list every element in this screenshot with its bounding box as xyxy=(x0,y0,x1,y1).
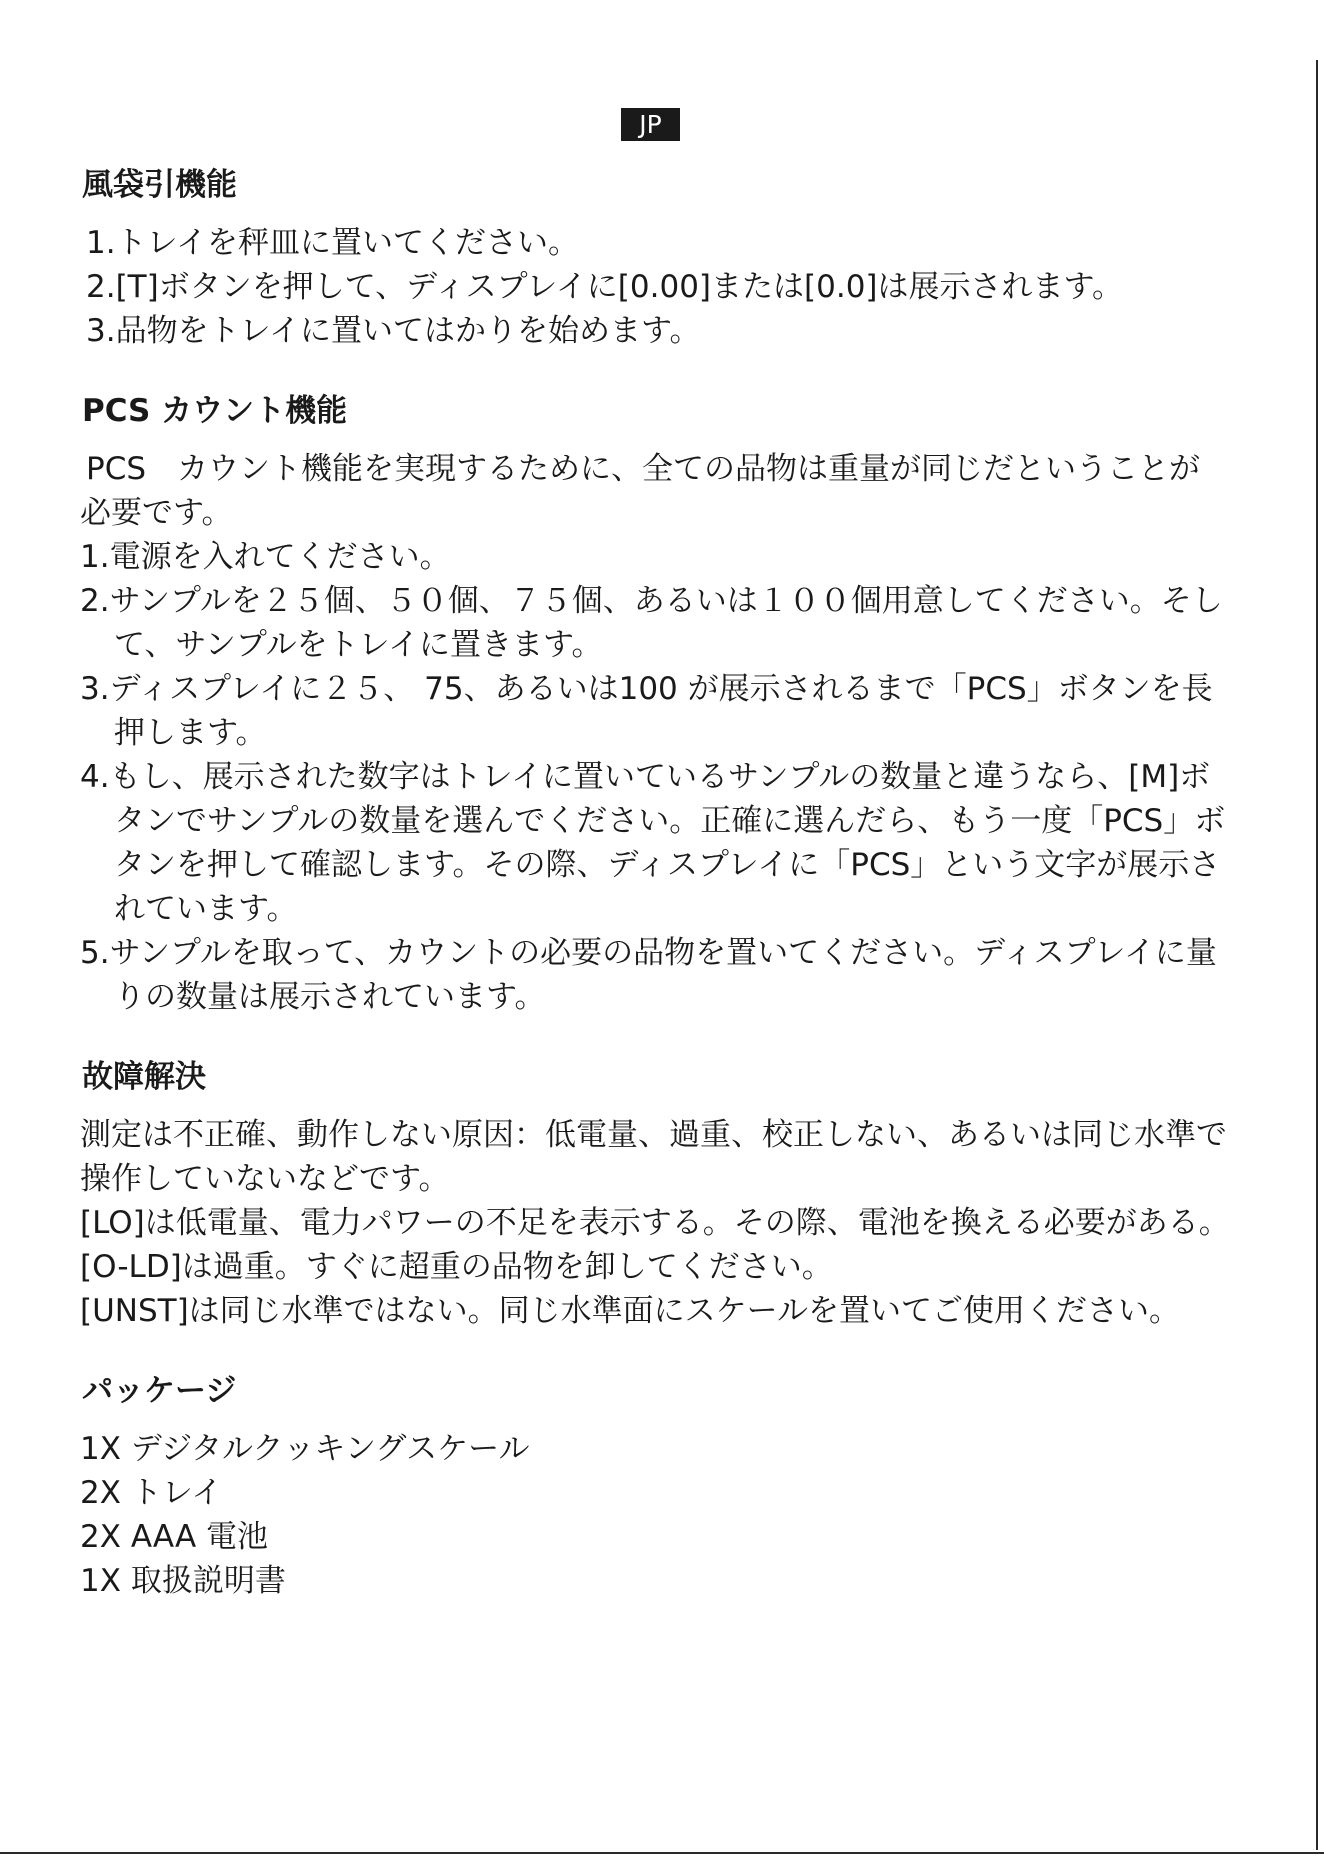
page-bottom-rule xyxy=(0,1852,1324,1874)
pcs-step: 2.サンプルを２５個、５０個、７５個、あるいは１００個用意してください。そして、サンプルをトレイに置きます。 xyxy=(80,583,1223,663)
page-edge-rule xyxy=(1316,60,1318,1850)
package-item: 2X AAA 電池 xyxy=(80,1519,269,1555)
tare-steps xyxy=(80,221,1230,353)
language-badge: JP xyxy=(621,108,680,141)
package-heading: パッケージ xyxy=(82,1373,237,1409)
pcs-intro: PCS カウント機能を実現するために、全ての品物は重量が同じだということが必要です。 xyxy=(80,451,1201,531)
tare-step: 2.[T]ボタンを押して、ディスプレイに[0.00]または[0.0]は展示されます。 xyxy=(86,269,1124,305)
troubleshooting-paragraph: [LO]は低電量、電力パワーの不足を表示する。その際、電池を換える必要がある。 xyxy=(80,1205,1230,1241)
troubleshooting-paragraph: [UNST]は同じ水準ではない。同じ水準面にスケールを置いてご使用ください。 xyxy=(80,1293,1181,1329)
pcs-step: 5.サンプルを取って、カウントの必要の品物を置いてください。ディスプレイに量りの数量は展示されています。 xyxy=(80,935,1217,1015)
tare-section xyxy=(80,163,1230,353)
tare-heading: 風袋引機能 xyxy=(82,167,237,203)
pcs-step: 1.電源を入れてください。 xyxy=(80,539,451,575)
troubleshooting-paragraph: 測定は不正確、動作しない原因：低電量、過重、校正しない、あるいは同じ水準で操作していないなどです。 xyxy=(80,1117,1227,1197)
pcs-section xyxy=(80,389,1230,1019)
pcs-step: 4.もし、展示された数字はトレイに置いているサンプルの数量と違うなら、[M]ボタンでサンプルの数量を選んでください。正確に選んだら、もう一度「PCS」ボタンを押して確認します。その際、ディスプレイに「PCS」という文字が展示されています。 xyxy=(80,759,1226,927)
pcs-steps xyxy=(80,535,1230,1019)
tare-step: 1.トレイを秤皿に置いてください。 xyxy=(86,225,580,261)
pcs-step: 3.ディスプレイに２５、 75、あるいは100 が展示されるまで「PCS」ボタンを長押します。 xyxy=(80,671,1213,751)
troubleshooting-section xyxy=(80,1055,1230,1333)
package-item: 1X 取扱説明書 xyxy=(80,1563,286,1599)
troubleshooting-paragraph: [O-LD]は過重。すぐに超重の品物を卸してください。 xyxy=(80,1249,833,1285)
manual-content xyxy=(80,163,1230,1639)
package-section xyxy=(80,1369,1230,1603)
pcs-heading: PCS カウント機能 xyxy=(82,393,348,429)
package-item: 1X デジタルクッキングスケール xyxy=(80,1431,530,1467)
package-item: 2X トレイ xyxy=(80,1475,223,1511)
tare-step: 3.品物をトレイに置いてはかりを始めます。 xyxy=(86,313,701,349)
troubleshooting-heading: 故障解決 xyxy=(82,1059,206,1095)
